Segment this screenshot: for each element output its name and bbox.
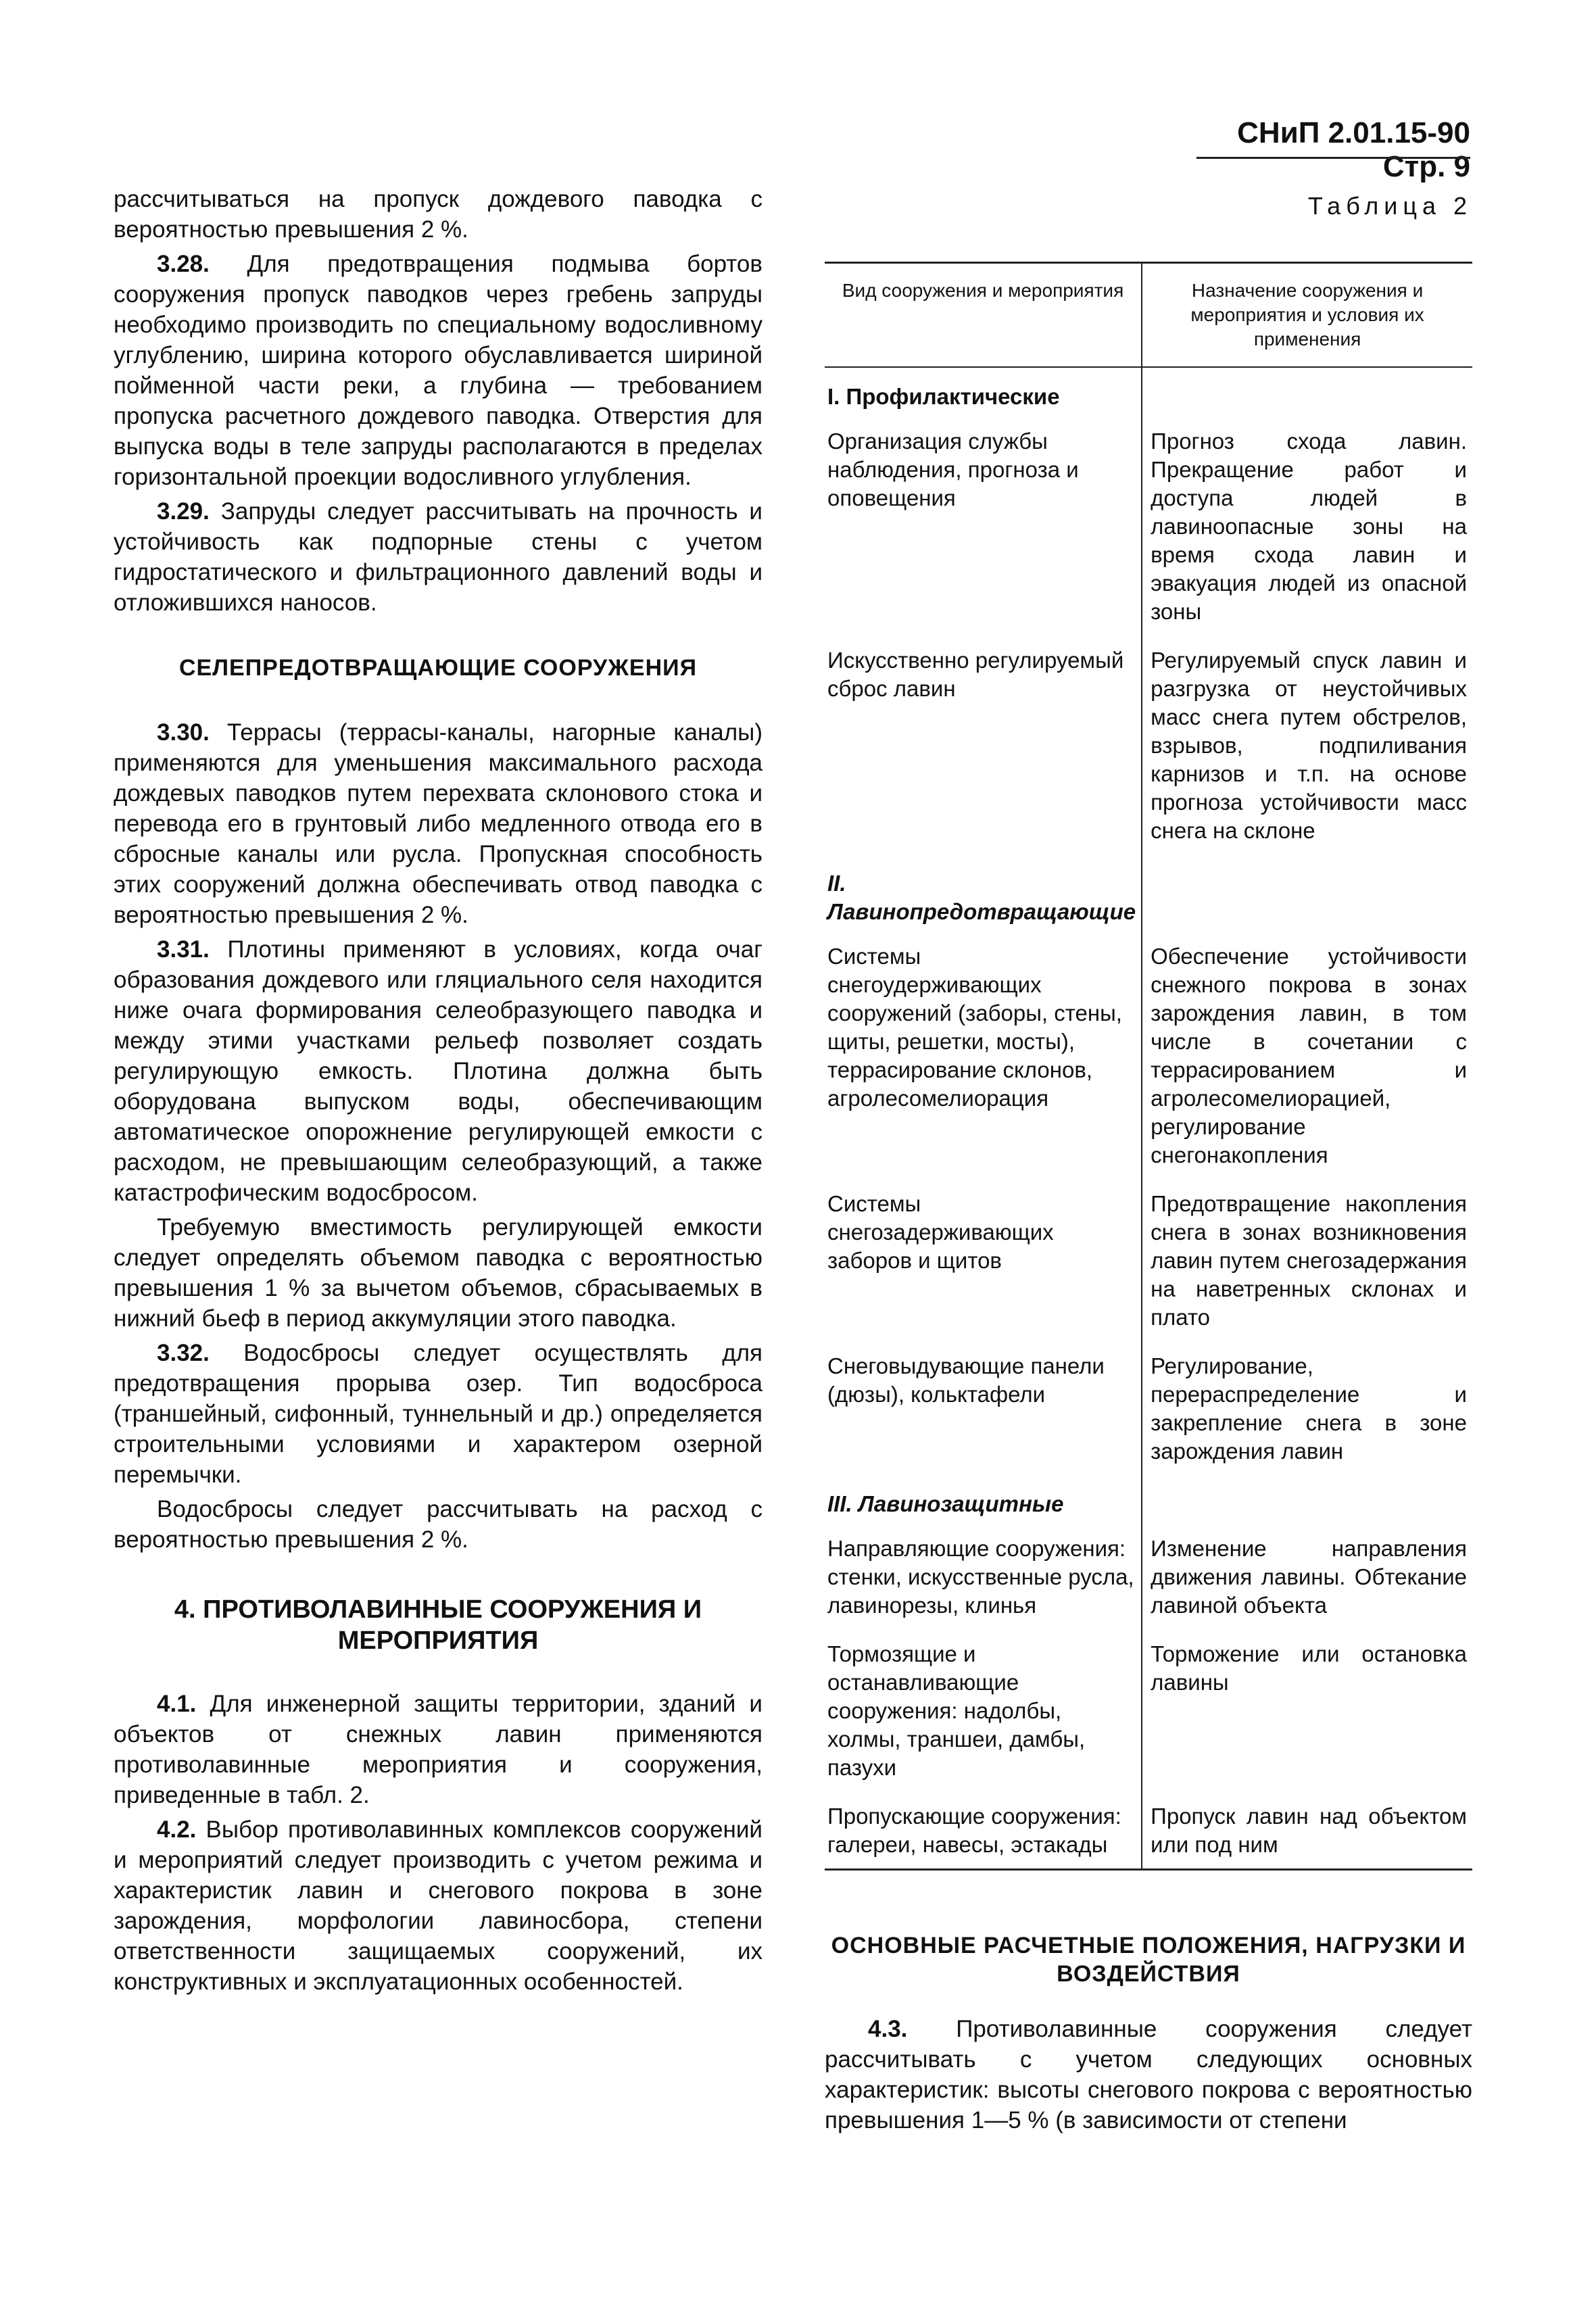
- cell-type: Направляющие сооружения: стенки, искусственные русла, лавинорезы, клинья: [825, 1524, 1142, 1629]
- table-row: [825, 932, 1472, 1179]
- table-2: [825, 262, 1472, 1871]
- table-header-row: [825, 263, 1472, 368]
- table-row: [825, 1629, 1472, 1791]
- cell-purpose: Регулируемый спуск лавин и разгрузка от неустойчивых масс снега путем обстрелов, взрывов, подпиливания карнизов и т.п. на основе прогноза устойчивости масс снега на склоне: [1151, 648, 1467, 843]
- group-empty-cell: [1142, 1475, 1472, 1524]
- paragraph-number: 4.1.: [157, 1691, 197, 1717]
- cell-type: Снеговыдувающие панели (дюзы), кольктафели: [825, 1341, 1142, 1475]
- table-group-row: [825, 1475, 1472, 1524]
- group-label-prevention: II. Лавинопредотвращающие: [825, 854, 1142, 932]
- cell-purpose: Обеспечение устойчивости снежного покрова в зонах зарождения лавин, в том числе в сочетании с террасированием и агролесомелиорацией, регулирование снегонакопления: [1151, 944, 1467, 1167]
- cell-purpose: Предотвращение накопления снега в зонах возникновения лавин путем снегозадержания на наветренных склонах и плато: [1151, 1191, 1467, 1330]
- paragraph-number: 4.2.: [157, 1816, 197, 1843]
- table-row: [825, 416, 1472, 635]
- paragraph-number: 4.3.: [868, 2016, 908, 2042]
- table-title: Таблица 2: [1307, 192, 1472, 220]
- cell-type: Системы снегозадерживающих заборов и щитов: [825, 1179, 1142, 1341]
- paragraph-4-2: [114, 1814, 763, 1997]
- table-row: [825, 1341, 1472, 1475]
- group-empty-cell: [1142, 367, 1472, 416]
- paragraph-3-31-b: Требуемую вместимость регулирующей емкости следует определять объемом паводка с вероятностью превышения 1 % за вычетом объемов, сбрасываемых в нижний бьеф в период аккумуляции этого паводка.: [114, 1214, 763, 1332]
- paragraph-number: 3.28.: [157, 251, 210, 277]
- cell-purpose: Пропуск лавин над объектом или под ним: [1151, 1804, 1467, 1857]
- cell-purpose: Прогноз схода лавин. Прекращение работ и доступа людей в лавиноопасные зоны на время схода лавин и эвакуация людей из опасной зоны: [1151, 429, 1467, 624]
- section-heading-mudflow: СЕЛЕПРЕДОТВРАЩАЮЩИЕ СООРУЖЕНИЯ: [178, 655, 698, 681]
- paragraph-4-1: [114, 1689, 763, 1810]
- table-header-type: Вид сооружения и мероприятия: [825, 263, 1142, 368]
- paragraph-3-27-end: рассчитываться на пропуск дождевого паводка с вероятностью превышения 2 %.: [114, 186, 763, 243]
- header-rule: [1196, 157, 1470, 159]
- table-group-row: [825, 367, 1472, 416]
- paragraph-number: 3.29.: [157, 498, 210, 525]
- cell-type: Искусственно регулируемый сброс лавин: [825, 635, 1142, 854]
- table-header-purpose: Назначение сооружения и мероприятия и условия их применения: [1142, 263, 1472, 368]
- section-heading-calculation: ОСНОВНЫЕ РАСЧЕТНЫЕ ПОЛОЖЕНИЯ, НАГРУЗКИ И ВОЗДЕЙСТВИЯ: [831, 1933, 1466, 1987]
- cell-type: Организация службы наблюдения, прогноза и оповещения: [825, 416, 1142, 635]
- chapter-heading-4: 4. ПРОТИВОЛАВИННЫЕ СООРУЖЕНИЯ И МЕРОПРИЯТИЯ: [174, 1595, 702, 1655]
- paragraph-text: Выбор противолавинных комплексов сооружений и мероприятий следует производить с учетом режима и характеристик лавин и снегового покрова в зоне зарождения, морфологии лавиносбора, степени ответственности защищаемых сооружений, их конструктивных и эксплуатационных особенностей.: [114, 1816, 763, 1995]
- paragraph-text: Водосбросы следует осуществлять для предотвращения прорыва озер. Тип водосброса (траншейный, сифонный, туннельный и др.) определяется строительными условиями и характером озерной перемычки.: [114, 1340, 763, 1488]
- page-header: СНиП 2.01.15-90 Стр. 9: [1237, 116, 1470, 183]
- cell-type: Пропускающие сооружения: галереи, навесы, эстакады: [825, 1791, 1142, 1870]
- paragraph-text: Для инженерной защиты территории, зданий и объектов от снежных лавин применяются противолавинные мероприятия и сооружения, приведенные в табл. 2.: [114, 1691, 763, 1808]
- paragraph-text: Противолавинные сооружения следует рассчитывать с учетом следующих основных характеристик: высоты снегового покрова с вероятностью превышения 1—5 % (в зависимости от степени: [825, 2016, 1472, 2133]
- paragraph-3-30: [114, 717, 763, 930]
- right-column: [825, 184, 1472, 2136]
- left-column: [114, 184, 763, 1997]
- cell-purpose: Торможение или остановка лавины: [1151, 1641, 1467, 1695]
- table-group-row: [825, 854, 1472, 932]
- cell-purpose: Изменение направления движения лавины. Обтекание лавиной объекта: [1151, 1536, 1467, 1618]
- paragraph-number: 3.31.: [157, 936, 210, 963]
- cell-purpose: Регулирование, перераспределение и закрепление снега в зоне зарождения лавин: [1151, 1353, 1467, 1464]
- paragraph-text: Плотины применяют в условиях, когда очаг образования дождевого или гляциального селя находится ниже очага формирования селеобразующего паводка и между этими участками рельеф позволяет создать регулирующую емкость. Плотина должна быть оборудована выпуском воды, обеспечивающим автоматическое опорожнение регулирующей емкости с расходом, не превышающим селеобразующий, а также катастрофическим водосбросом.: [114, 936, 763, 1206]
- group-label-protective: III. Лавинозащитные: [825, 1475, 1142, 1524]
- paragraph-3-29: [114, 496, 763, 618]
- table-row: [825, 1791, 1472, 1870]
- paragraph-text: Запруды следует рассчитывать на прочность и устойчивость как подпорные стены с учетом гидростатического и фильтрационного давлений воды и отложившихся наносов.: [114, 498, 763, 616]
- paragraph-text: Для предотвращения подмыва бортов сооружения пропуск паводков через гребень запруды необходимо производить по специальному водосливному углублению, ширина которого обуславливается шириной пойменной части реки, а глубина — требованием пропуска расчетного дождевого паводка. Отверстия для выпуска воды в теле запруды располагаются в пределах горизонтальной проекции водосливного углубления.: [114, 251, 763, 490]
- table-row: [825, 635, 1472, 854]
- paragraph-3-31: [114, 934, 763, 1208]
- paragraph-number: 3.32.: [157, 1340, 210, 1366]
- cell-type: Тормозящие и останавливающие сооружения: надолбы, холмы, траншеи, дамбы, пазухи: [825, 1629, 1142, 1791]
- table-row: [825, 1179, 1472, 1341]
- table-row: [825, 1524, 1472, 1629]
- group-empty-cell: [1142, 854, 1472, 932]
- paragraph-number: 3.30.: [157, 719, 210, 746]
- paragraph-text: Террасы (террасы-каналы, нагорные каналы) применяются для уменьшения максимального расхода дождевых паводков путем перехвата склонового стока и перевода его в грунтовый либо медленного отвода его в сбросные каналы или русла. Пропускная способность этих сооружений должна обеспечивать отвод паводка с вероятностью превышения 2 %.: [114, 719, 763, 928]
- paragraph-3-28: [114, 249, 763, 492]
- paragraph-3-32-b: Водосбросы следует рассчитывать на расход с вероятностью превышения 2 %.: [114, 1496, 763, 1553]
- group-label-preventive: I. Профилактические: [825, 367, 1142, 416]
- paragraph-3-32: [114, 1338, 763, 1490]
- paragraph-4-3: [825, 2014, 1472, 2136]
- cell-type: Системы снегоудерживающих сооружений (заборы, стены, щиты, решетки, мосты), террасирование склонов, агролесомелиорация: [825, 932, 1142, 1179]
